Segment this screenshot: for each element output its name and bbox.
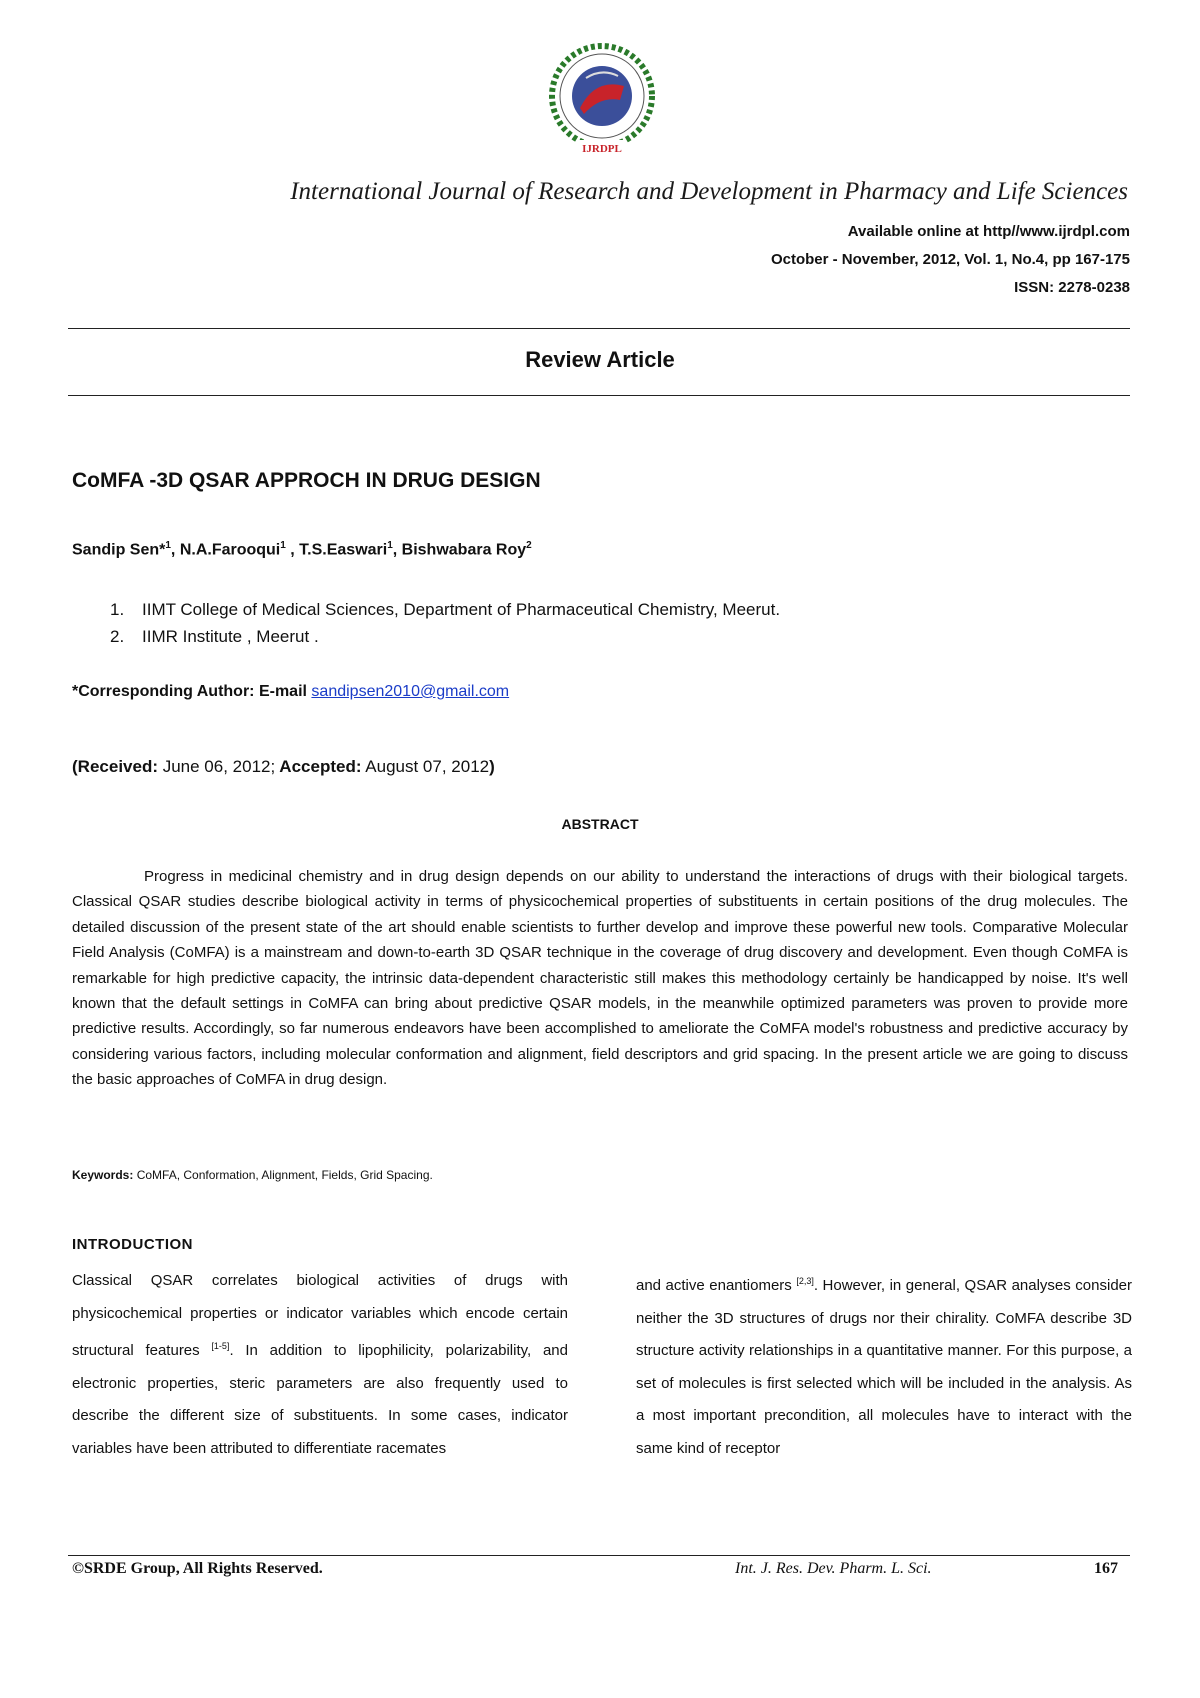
article-title: CoMFA -3D QSAR APPROCH IN DRUG DESIGN [72, 469, 541, 492]
intro-column-right [636, 1265, 1132, 1465]
accepted-label: Accepted: [275, 757, 362, 776]
affiliation-text: IIMT College of Medical Sciences, Department of Pharmaceutical Chemistry, Meerut. [142, 600, 781, 619]
journal-logo [540, 38, 665, 163]
author-list: Sandip Sen*$^1$, N.A.Farooqui$^1$ , T.S.Easwari$^1$, Bishwabara Roy$^2$ [72, 540, 532, 559]
intro-text: . In addition to lipophilicity, polarizability, and electronic properties, steric parameters are also frequently used to describe the different size of substituents. In some cases, indicator variables have been attributed to differentiate racemates [72, 1342, 568, 1457]
affiliation [110, 600, 780, 620]
footer-journal-abbr: Int. J. Res. Dev. Pharm. L. Sci. [735, 1560, 932, 1577]
logo-text: IJRDPL [582, 143, 622, 155]
affiliation-text: IIMR Institute , Meerut . [142, 627, 319, 646]
type-divider [68, 395, 1130, 396]
header-divider [68, 328, 1130, 329]
keywords-label: Keywords: [72, 1168, 134, 1182]
intro-text: and active enantiomers [636, 1277, 797, 1294]
affiliation-number: 2. [110, 627, 125, 646]
author-sup: 1 [165, 540, 171, 551]
dates-close: ) [489, 757, 495, 776]
issue-info: October - November, 2012, Vol. 1, No.4, pp 167-175 [770, 251, 1130, 268]
received-date: June 06, 2012; [158, 757, 276, 776]
dates-open: ( [72, 757, 78, 776]
author-sup: 2 [526, 540, 532, 551]
introduction-heading: INTRODUCTION [72, 1236, 193, 1253]
intro-text: . However, in general, QSAR analyses consider neither the 3D structures of drugs nor their chirality. CoMFA describe 3D structure activity relationships in a quantitative manner. For this purpose, a set of molecules is first selected which will be included in the analysis. As a most important precondition, all molecules have to interact with the same kind of receptor [636, 1277, 1132, 1457]
footer-copyright: ©SRDE Group, All Rights Reserved. [72, 1560, 323, 1577]
author-sup: 1 [280, 540, 286, 551]
author-name: Sandip Sen* [72, 541, 166, 559]
article-dates [72, 757, 495, 777]
corresponding-label: *Corresponding Author: E-mail [72, 683, 307, 700]
author-name: Bishwabara Roy [401, 541, 527, 559]
affiliation [110, 627, 319, 647]
footer-divider [68, 1555, 1130, 1556]
intro-column-left [72, 1265, 568, 1465]
journal-title: International Journal of Research and Development in Pharmacy and Life Sciences [290, 178, 1128, 205]
affiliation-number: 1. [110, 600, 125, 619]
article-type: Review Article [525, 347, 675, 372]
email-link[interactable]: sandipsen2010@gmail.com [311, 683, 510, 700]
citation: [2,3] [796, 1276, 814, 1286]
author-sup: 1 [387, 540, 393, 551]
intro-text: Classical QSAR correlates biological activities of drugs with physicochemical properties or indicator variables which encode certain structural features [72, 1272, 568, 1359]
corresponding-author [72, 683, 509, 701]
keywords [72, 1168, 433, 1182]
page-number: 167 [1094, 1560, 1118, 1577]
issn: ISSN: 2278-0238 [1014, 279, 1130, 296]
received-label: Received: [77, 757, 158, 776]
citation: [1-5] [211, 1341, 230, 1351]
abstract-heading: ABSTRACT [561, 816, 639, 832]
abstract-text: Progress in medicinal chemistry and in drug design depends on our ability to understand the interactions of drugs with their biological targets. Classical QSAR studies describe biological activity in terms of physicochemical properties of substituents in certain positions of the drug molecules. The detailed discussion of the present state of the art should enable scientists to further develop and improve these powerful new tools. Comparative Molecular Field Analysis (CoMFA) is a mainstream and down-to-earth 3D QSAR technique in the coverage of drug discovery and development. Even though CoMFA is remarkable for high predictive capacity, the intrinsic data-dependent characteristic still makes this methodology certainly be handicapped by noise. It's well known that the default settings in CoMFA can bring about predictive QSAR models, in the meanwhile optimized parameters was proven to provide more predictive results. Accordingly, so far numerous endeavors have been accomplished to ameliorate the CoMFA model's robustness and predictive accuracy by considering various factors, including molecular conformation and alignment, field descriptors and grid spacing. In the present article we are going to discuss the basic approaches of CoMFA in drug design. [72, 868, 1128, 1089]
accepted-date: August 07, 2012 [361, 757, 490, 776]
keywords-text: CoMFA, Conformation, Alignment, Fields, Grid Spacing. [133, 1168, 433, 1182]
available-online: Available online at http//www.ijrdpl.com [847, 223, 1130, 240]
author-name: T.S.Easwari [299, 541, 388, 559]
author-name: N.A.Farooqui [179, 541, 281, 559]
